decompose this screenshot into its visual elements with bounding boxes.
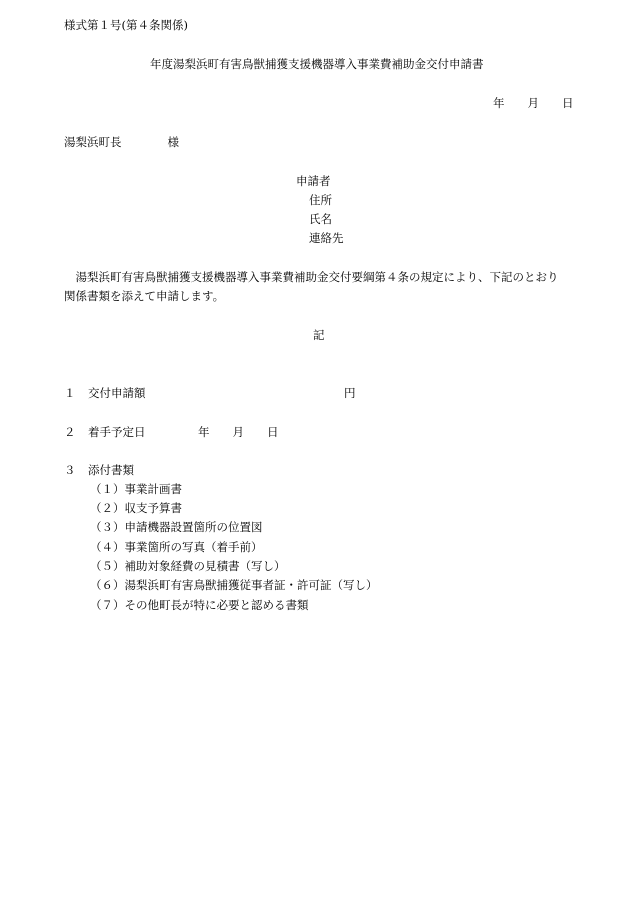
applicant-heading: 申請者 [296, 174, 331, 188]
body-text-line-2: 関係書類を添えて申請します。 [64, 289, 225, 303]
attachment-item: （３）申請機器設置箇所の位置図 [90, 520, 263, 534]
attachment-item: （１）事業計画書 [90, 482, 182, 496]
ki-heading: 記 [313, 328, 325, 342]
item-3-number: ３ [64, 463, 76, 477]
item-2-number: ２ [64, 425, 76, 439]
attachment-item: （２）収支予算書 [90, 501, 182, 515]
item-1-number: １ [64, 386, 76, 400]
applicant-contact-label: 連絡先 [309, 231, 344, 245]
date-line: 年 月 日 [493, 96, 574, 110]
attachment-item: （５）補助対象経費の見積書（写し） [90, 559, 286, 573]
body-text-line-1: 湯梨浜町有害鳥獣捕獲支援機器導入事業費補助金交付要綱第４条の規定により、下記のとおり [64, 270, 559, 284]
attachment-item: （６）湯梨浜町有害鳥獣捕獲従事者証・許可証（写し） [90, 578, 378, 592]
form-number-label: 様式第１号(第４条関係) [64, 18, 188, 32]
item-2-date: 年 月 日 [198, 425, 279, 439]
item-1-unit: 円 [344, 386, 356, 400]
attachment-item: （４）事業箇所の写真（着手前） [90, 540, 263, 554]
item-3-label: 添付書類 [88, 463, 134, 477]
item-2-label: 着手予定日 [88, 425, 146, 439]
document-title: 年度湯梨浜町有害鳥獣捕獲支援機器導入事業費補助金交付申請書 [150, 57, 484, 71]
attachment-item: （７）その他町長が特に必要と認める書類 [90, 598, 309, 612]
item-1-label: 交付申請額 [88, 386, 146, 400]
addressee: 湯梨浜町長 様 [64, 135, 179, 149]
applicant-address-label: 住所 [309, 193, 332, 207]
applicant-name-label: 氏名 [309, 212, 332, 226]
